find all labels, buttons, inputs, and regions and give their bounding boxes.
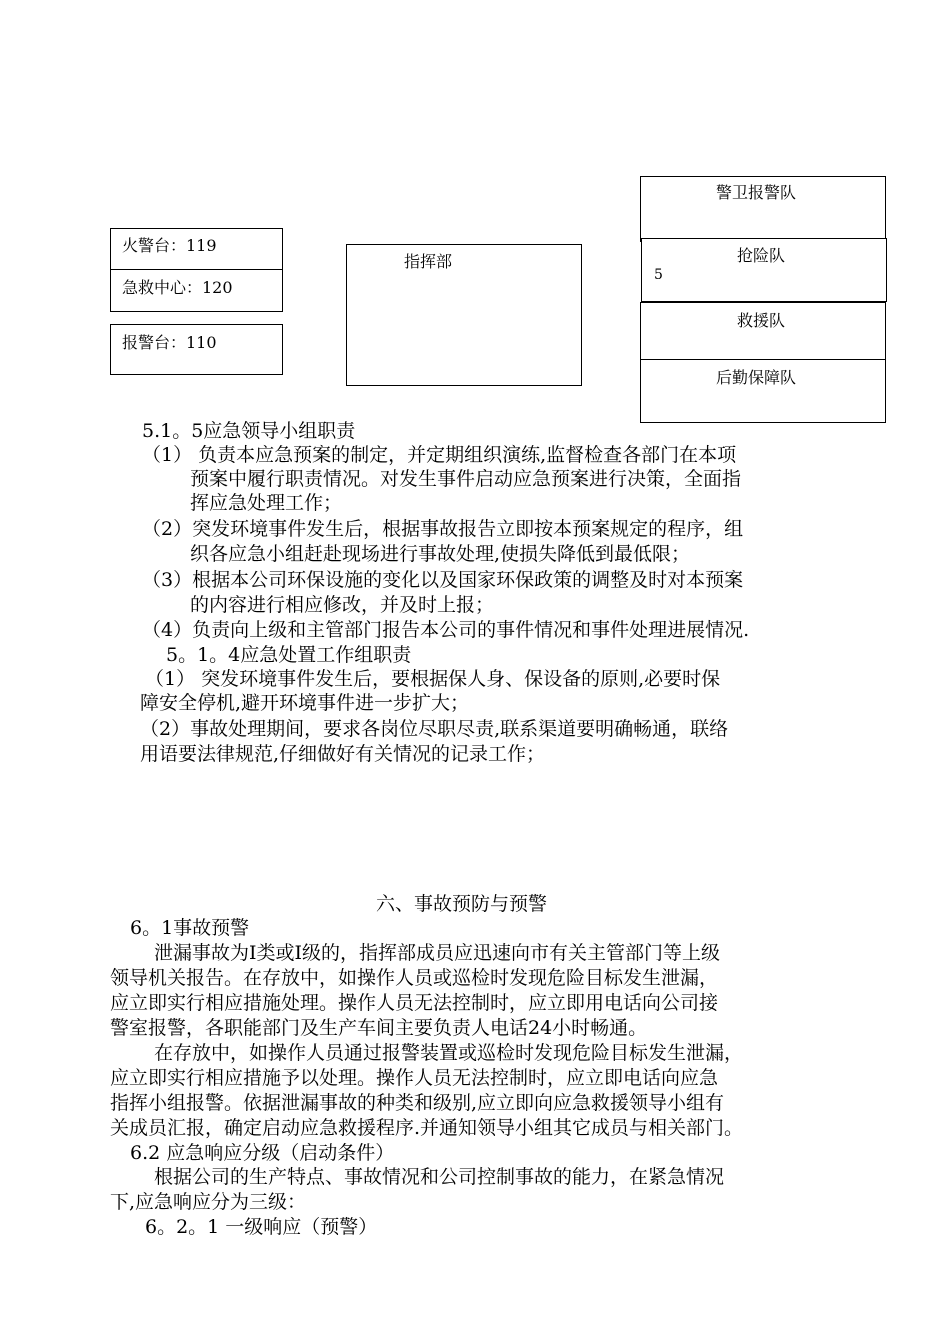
section-61-line: 应立即实行相应措施处理。操作人员无法控制时，应立即用电话向公司接 (110, 992, 719, 1014)
section-515-line: （4）负责向上级和主管部门报告本公司的事件情况和事件处理进展情况. (142, 619, 750, 641)
section-514-line: （1） 突发环境事件发生后，要根据保人身、保设备的原则,必要时保 (145, 668, 721, 690)
fire-phone: 火警台：119 (122, 236, 217, 255)
section-61-line: 指挥小组报警。依据泄漏事故的种类和级别,应立即向应急救援领导小组有 (110, 1092, 725, 1114)
police-phone: 报警台：110 (122, 333, 217, 352)
aid-team-label: 救援队 (737, 311, 786, 330)
section-62-title: 6.2 应急响应分级（启动条件） (130, 1142, 395, 1164)
ambulance-phone: 急救中心：120 (122, 278, 233, 297)
section-61-line: 领导机关报告。在存放中，如操作人员或巡检时发现危险目标发生泄漏， (110, 967, 719, 989)
section-61-line: 在存放中，如操作人员通过报警装置或巡检时发现危险目标发生泄漏， (154, 1042, 744, 1064)
section-514-title: 5。1。4应急处置工作组职责 (166, 644, 412, 666)
section-514-line: 障安全停机,避开环境事件进一步扩大； (140, 692, 470, 714)
section-515-title: 5.1。5应急领导小组职责 (142, 420, 356, 442)
section-61-line: 关成员汇报，确定启动应急救援程序.并通知领导小组其它成员与相关部门。 (110, 1117, 744, 1139)
section-62-line: 根据公司的生产特点、事故情况和公司控制事故的能力，在紧急情况 (154, 1166, 725, 1188)
section-515-line: 预案中履行职责情况。对发生事件启动应急预案进行决策，全面指 (190, 468, 742, 490)
command-label: 指挥部 (404, 252, 453, 271)
section-515-line: 的内容进行相应修改，并及时上报； (190, 594, 495, 616)
section-514-line: （2）事故处理期间，要求各岗位尽职尽责,联系渠道要明确畅通，联络 (140, 718, 729, 740)
section-61-line: 泄漏事故为Ⅰ类或Ⅰ级的，指挥部成员应迅速向市有关主管部门等上级 (154, 942, 721, 964)
section-515-line: 织各应急小组赶赴现场进行事故处理,使损失降低到最低限； (190, 543, 691, 565)
section-61-title: 6。1事故预警 (130, 917, 250, 939)
section-62-line: 下,应急响应分为三级： (110, 1191, 307, 1213)
section-515-line: 挥应急处理工作； (190, 492, 343, 514)
guard-team-label: 警卫报警队 (716, 183, 797, 202)
section-61-line: 应立即实行相应措施予以处理。操作人员无法控制时，应立即电话向应急 (110, 1067, 719, 1089)
section-621-title: 6。2。1 一级响应（预警） (145, 1216, 378, 1238)
chapter-6-title: 六、事故预防与预警 (376, 893, 548, 915)
phone-box-bottom (110, 311, 283, 312)
repair-team-label: 抢险队 (737, 246, 786, 265)
section-515-line: （2）突发环境事件发生后，根据事故报告立即按本预案规定的程序，组 (142, 518, 744, 540)
section-515-line: （3）根据本公司环保设施的变化以及国家环保政策的调整及时对本预案 (142, 569, 744, 591)
section-515-line: （1） 负责本应急预案的制定，并定期组织演练,监督检查各部门在本项 (142, 444, 737, 466)
section-61-line: 警室报警，各职能部门及生产车间主要负责人电话24小时畅通。 (110, 1017, 648, 1039)
logistics-team-label: 后勤保障队 (716, 368, 797, 387)
repair-team-number: 5 (654, 267, 663, 283)
phone-divider (110, 269, 283, 270)
command-box (346, 244, 582, 386)
section-514-line: 用语要法律规范,仔细做好有关情况的记录工作； (140, 743, 546, 765)
